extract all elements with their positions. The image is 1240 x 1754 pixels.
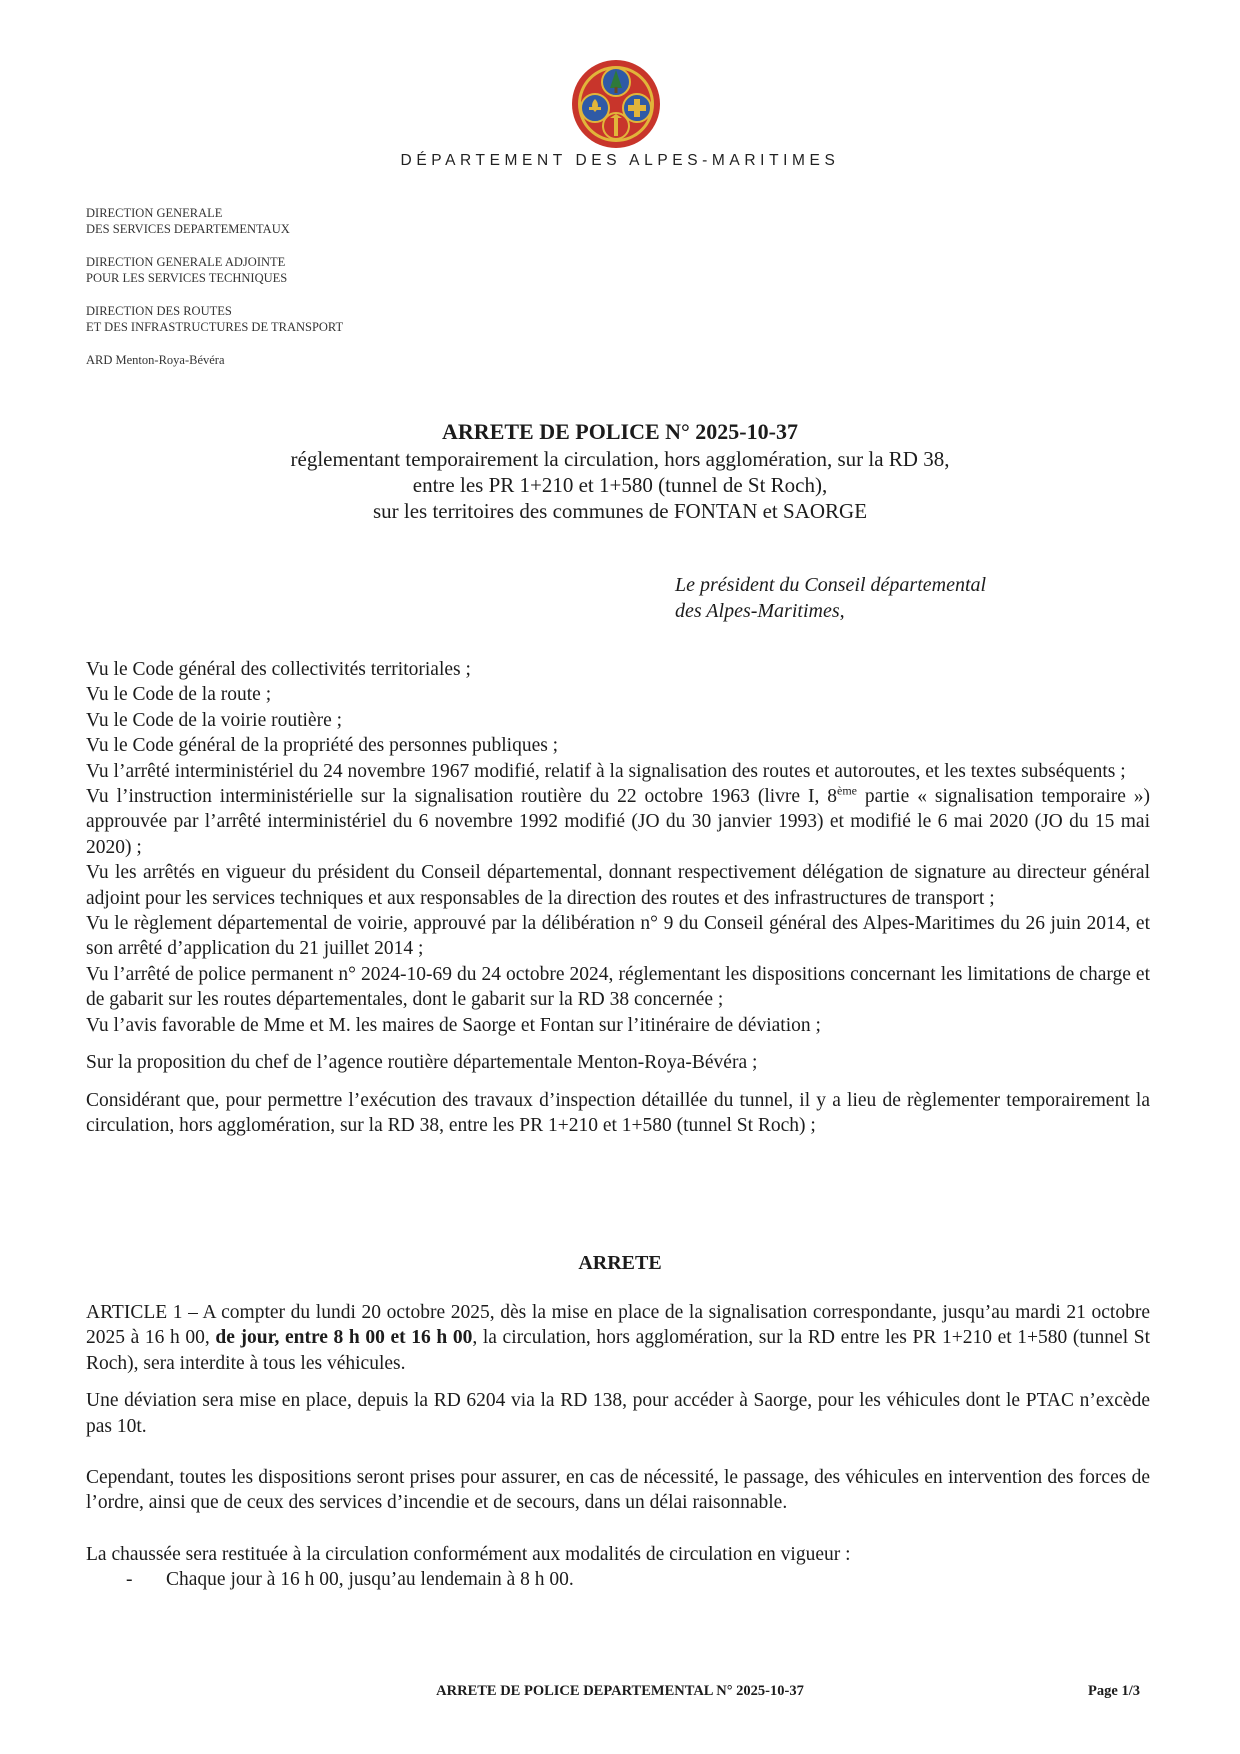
issuing-directions [86, 205, 506, 385]
direction-routes [86, 303, 506, 335]
article-text: ARTICLE 1 – A compter du lundi 20 octobre 2025, dès la mise en place de la signalisation correspondante, jusqu’au mardi 21 octobre 2025 à 16 h 00, [86, 1302, 1150, 1349]
decree-subtitle-line: sur les territoires des communes de FONTAN et SAORGE [372, 499, 868, 523]
direction-general [86, 205, 506, 237]
visas-section [86, 657, 1150, 1138]
visa-paragraph [86, 784, 1150, 860]
article-text: , la circulation, hors agglomération, sur la RD entre les PR 1+210 et 1+580 (tunnel St Roch), sera interdite à tous les véhicules. [86, 1327, 1151, 1374]
signatory [675, 572, 986, 624]
direction-adjointe [86, 254, 506, 286]
article-1-paragraph [86, 1300, 1150, 1376]
direction-line: DES SERVICES DEPARTEMENTAUX [86, 222, 290, 236]
direction-line: DIRECTION DES ROUTES [86, 304, 232, 318]
considerant-paragraph: Considérant que, pour permettre l’exécution des travaux d’inspection détaillée du tunnel, il y a lieu de règlementer temporairement la circulation, hors agglomération, sur la RD 38, entre les PR 1+210 et 1+580 (tunnel St Roch) ; [86, 1089, 1150, 1136]
visa-paragraph: Vu le Code de la voirie routière ; [86, 709, 343, 731]
direction-line: ET DES INFRASTRUCTURES DE TRANSPORT [86, 320, 344, 334]
visa-paragraph: Vu l’arrêté interministériel du 24 novembre 1967 modifié, relatif à la signalisation des routes et autoroutes, et les textes subséquents ; [86, 760, 1126, 782]
page-footer [0, 1683, 1240, 1707]
visa-paragraph: Vu l’avis favorable de Mme et M. les maires de Saorge et Fontan sur l’itinéraire de déviation ; [86, 1014, 821, 1036]
article-bold-hours: de jour, entre 8 h 00 et 16 h 00 [215, 1327, 473, 1349]
visa-text: Vu l’instruction interministérielle sur la signalisation routière du 22 octobre 1963 (livre I, 8 [86, 786, 838, 808]
list-item-text: Chaque jour à 16 h 00, jusqu’au lendemain à 8 h 00. [166, 1569, 574, 1591]
direction-line: DIRECTION GENERALE ADJOINTE [86, 255, 286, 269]
proposition-paragraph: Sur la proposition du chef de l’agence routière départementale Menton-Roya-Bévéra ; [86, 1052, 758, 1074]
visa-paragraph: Vu l’arrêté de police permanent n° 2024-10-69 du 24 octobre 2024, réglementant les dispositions concernant les limitations de charge et de gabarit sur les routes départementales, dont le gabarit sur la RD 38 concernée ; [86, 963, 1150, 1011]
footer-reference: ARRETE DE POLICE DEPARTEMENTAL N° 2025-10-37 [436, 1683, 804, 1699]
emergency-paragraph: Cependant, toutes les dispositions seront prises pour assurer, en cas de nécessité, le passage, des véhicules en intervention des forces de l’ordre, ainsi que de ceux des services d’incendie et de secours, dans un délai raisonnable. [86, 1467, 1150, 1514]
decree-subtitle-line: entre les PR 1+210 et 1+580 (tunnel de St Roch), [412, 473, 828, 497]
direction-line: POUR LES SERVICES TECHNIQUES [86, 271, 288, 285]
visa-paragraph: Vu le Code de la route ; [86, 684, 272, 706]
visa-paragraph: Vu le Code général de la propriété des personnes publiques ; [86, 735, 559, 757]
list-item [86, 1567, 1150, 1592]
department-name: DÉPARTEMENT DES ALPES-MARITIMES [400, 152, 840, 169]
article-1-section [86, 1300, 1150, 1593]
visa-paragraph: Vu le Code général des collectivités territoriales ; [86, 659, 471, 680]
visa-text: partie « signalisation temporaire ») approuvée par l’arrêté interministériel du 6 novembre 1992 modifié (JO du 30 janvier 1993) et modifié le 6 mai 2020 (JO du 15 mai 2020) ; [86, 786, 1151, 858]
decree-number: ARRETE DE POLICE N° 2025-10-37 [442, 419, 798, 444]
restitution-paragraph: La chaussée sera restituée à la circulation conformément aux modalités de circulation en vigueur : [86, 1543, 851, 1565]
decree-subtitle-line: réglementant temporairement la circulation, hors agglomération, sur la RD 38, [290, 447, 950, 471]
list-dash: - [126, 1569, 133, 1591]
direction-line: DIRECTION GENERALE [86, 206, 223, 220]
ordinal-superscript: ème [837, 783, 858, 798]
decree-title [0, 418, 1240, 524]
department-logo-emblem [570, 58, 662, 150]
signatory-line: Le président du Conseil départemental [675, 574, 987, 596]
page-number: Page 1/3 [1088, 1683, 1140, 1699]
arrete-heading: ARRETE [578, 1252, 662, 1274]
deviation-paragraph: Une déviation sera mise en place, depuis la RD 6204 via la RD 138, pour accéder à Saorge, pour les véhicules dont le PTAC n’excède pas 10t. [86, 1390, 1150, 1437]
visa-paragraph: Vu le règlement départemental de voirie, approuvé par la délibération n° 9 du Conseil général des Alpes-Maritimes du 26 juin 2014, et son arrêté d’application du 21 juillet 2014 ; [86, 913, 1150, 960]
direction-line: ARD Menton-Roya-Bévéra [86, 353, 225, 367]
signatory-line: des Alpes-Maritimes, [675, 600, 845, 622]
agency-name [86, 352, 506, 368]
visa-paragraph: Vu les arrêtés en vigueur du président du Conseil départemental, donnant respectivement délégation de signature au directeur général adjoint pour les services techniques et aux responsables de la direction des routes et des infrastructures de transport ; [86, 862, 1150, 909]
